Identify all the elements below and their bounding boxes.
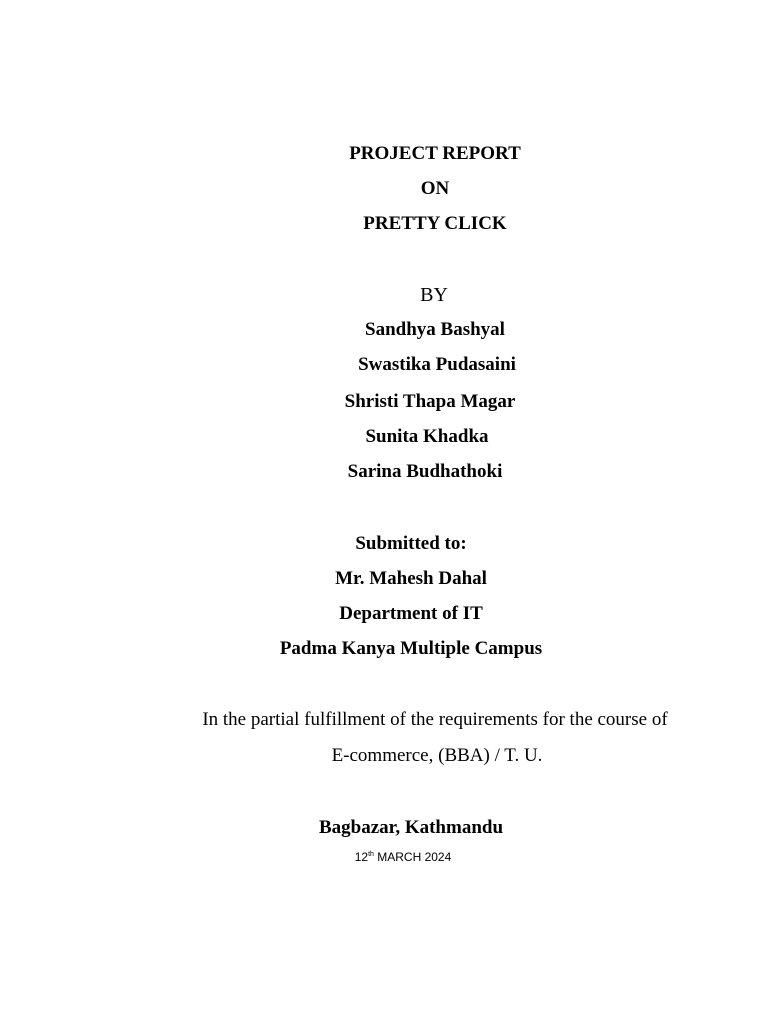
- author-name: Sarina Budhathoki: [347, 461, 503, 482]
- location: Bagbazar, Kathmandu: [318, 817, 504, 838]
- report-title-line-2: ON: [420, 178, 450, 199]
- fulfillment-line-2: E-commerce, (BBA) / T. U.: [331, 745, 543, 766]
- date-month-year: MARCH 2024: [373, 850, 452, 864]
- date-suffix: th: [368, 851, 374, 858]
- supervisor-name: Mr. Mahesh Dahal: [335, 568, 487, 589]
- department-name: Department of IT: [339, 603, 483, 624]
- author-name: Sunita Khadka: [365, 426, 489, 447]
- fulfillment-line-1: In the partial fulfillment of the requirements for the course of: [202, 709, 668, 730]
- date-day: 12: [354, 850, 369, 864]
- submitted-to-label: Submitted to:: [355, 533, 467, 554]
- submission-date: [355, 851, 452, 863]
- author-name: Swastika Pudasaini: [358, 354, 516, 375]
- by-label: BY: [420, 284, 448, 306]
- campus-name: Padma Kanya Multiple Campus: [279, 638, 543, 659]
- report-title-line-1: PROJECT REPORT: [349, 143, 521, 164]
- report-title-line-3: PRETTY CLICK: [363, 213, 507, 234]
- author-name: Shristi Thapa Magar: [344, 391, 516, 412]
- author-name: Sandhya Bashyal: [365, 319, 505, 340]
